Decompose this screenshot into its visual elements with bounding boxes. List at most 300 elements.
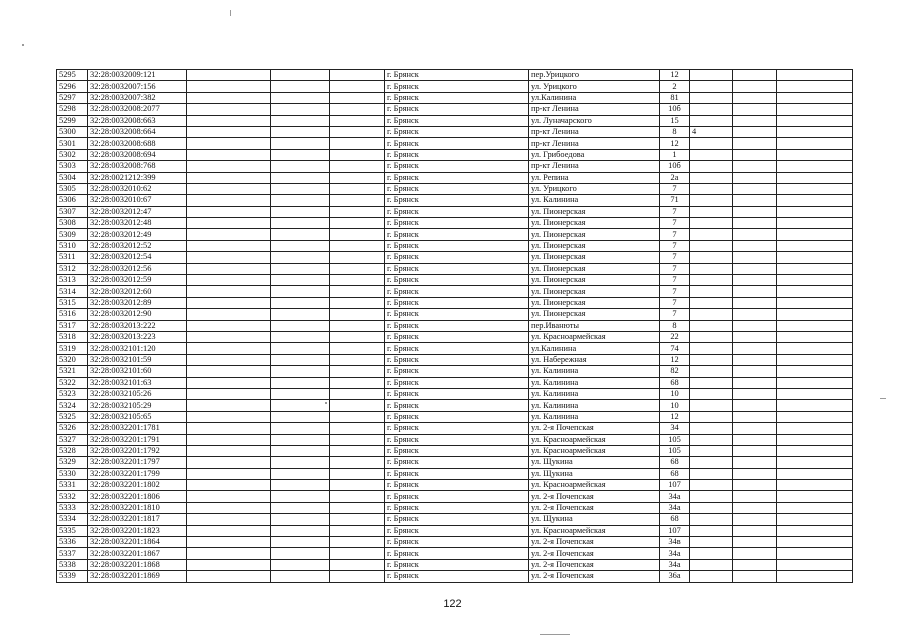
empty-cell — [187, 537, 271, 548]
apartment-cell — [690, 377, 733, 388]
city-cell: г. Брянск — [385, 206, 529, 217]
empty-cell — [271, 229, 330, 240]
house-number-cell: 34а — [660, 502, 690, 513]
empty-cell — [187, 411, 271, 422]
street-cell: ул. Калинина — [529, 366, 660, 377]
apartment-cell — [690, 354, 733, 365]
empty-cell — [777, 388, 853, 399]
house-number-cell: 12 — [660, 70, 690, 81]
empty-cell — [187, 126, 271, 137]
city-cell: г. Брянск — [385, 514, 529, 525]
empty-cell — [733, 309, 777, 320]
empty-cell — [777, 70, 853, 81]
street-cell: ул. Пионерская — [529, 240, 660, 251]
empty-cell — [777, 537, 853, 548]
apartment-cell — [690, 161, 733, 172]
street-cell: ул. Калинина — [529, 411, 660, 422]
empty-cell — [187, 423, 271, 434]
empty-cell — [271, 172, 330, 183]
empty-cell — [330, 514, 385, 525]
empty-cell — [777, 252, 853, 263]
city-cell: г. Брянск — [385, 491, 529, 502]
empty-cell — [330, 195, 385, 206]
empty-cell — [187, 149, 271, 160]
empty-cell — [733, 343, 777, 354]
empty-cell — [733, 354, 777, 365]
house-number-cell: 8 — [660, 320, 690, 331]
table-row — [57, 400, 853, 411]
apartment-cell — [690, 502, 733, 513]
city-cell: г. Брянск — [385, 411, 529, 422]
house-number-cell: 34а — [660, 559, 690, 570]
empty-cell — [187, 354, 271, 365]
street-cell: ул. 2-я Почепская — [529, 571, 660, 582]
row-number-cell: 5302 — [57, 149, 88, 160]
empty-cell — [330, 377, 385, 388]
house-number-cell: 10б — [660, 161, 690, 172]
empty-cell — [271, 400, 330, 411]
empty-cell — [330, 240, 385, 251]
empty-cell — [777, 548, 853, 559]
empty-cell — [777, 491, 853, 502]
empty-cell — [187, 172, 271, 183]
table-row — [57, 548, 853, 559]
table-row — [57, 491, 853, 502]
cadastral-number-cell: 32:28:0032008:664 — [88, 126, 187, 137]
house-number-cell: 12 — [660, 411, 690, 422]
table-row — [57, 434, 853, 445]
empty-cell — [777, 172, 853, 183]
row-number-cell: 5295 — [57, 70, 88, 81]
empty-cell — [271, 491, 330, 502]
street-cell: ул. Калинина — [529, 388, 660, 399]
empty-cell — [271, 514, 330, 525]
street-cell: ул. Пионерская — [529, 218, 660, 229]
empty-cell — [271, 331, 330, 342]
empty-cell — [777, 457, 853, 468]
empty-cell — [271, 354, 330, 365]
empty-cell — [733, 400, 777, 411]
row-number-cell: 5301 — [57, 138, 88, 149]
table-row — [57, 172, 853, 183]
empty-cell — [330, 457, 385, 468]
apartment-cell — [690, 81, 733, 92]
city-cell: г. Брянск — [385, 161, 529, 172]
street-cell: ул. 2-я Почепская — [529, 548, 660, 559]
city-cell: г. Брянск — [385, 297, 529, 308]
cadastral-number-cell: 32:28:0032201:1791 — [88, 434, 187, 445]
house-number-cell: 7 — [660, 275, 690, 286]
table-row — [57, 525, 853, 536]
empty-cell — [330, 138, 385, 149]
row-number-cell: 5300 — [57, 126, 88, 137]
empty-cell — [271, 502, 330, 513]
house-number-cell: 7 — [660, 229, 690, 240]
cadastral-number-cell: 32:28:0032201:1806 — [88, 491, 187, 502]
house-number-cell: 7 — [660, 252, 690, 263]
city-cell: г. Брянск — [385, 354, 529, 365]
empty-cell — [187, 263, 271, 274]
empty-cell — [777, 434, 853, 445]
empty-cell — [187, 229, 271, 240]
row-number-cell: 5297 — [57, 92, 88, 103]
empty-cell — [733, 297, 777, 308]
street-cell: ул. Урицкого — [529, 81, 660, 92]
empty-cell — [187, 252, 271, 263]
apartment-cell — [690, 559, 733, 570]
empty-cell — [187, 297, 271, 308]
street-cell: ул. Урицкого — [529, 183, 660, 194]
apartment-cell — [690, 275, 733, 286]
empty-cell — [733, 423, 777, 434]
city-cell: г. Брянск — [385, 400, 529, 411]
house-number-cell: 2а — [660, 172, 690, 183]
empty-cell — [733, 81, 777, 92]
table-row — [57, 195, 853, 206]
row-number-cell: 5337 — [57, 548, 88, 559]
apartment-cell — [690, 400, 733, 411]
city-cell: г. Брянск — [385, 434, 529, 445]
empty-cell — [777, 411, 853, 422]
empty-cell — [733, 172, 777, 183]
empty-cell — [777, 126, 853, 137]
apartment-cell — [690, 548, 733, 559]
apartment-cell — [690, 70, 733, 81]
empty-cell — [777, 366, 853, 377]
empty-cell — [777, 480, 853, 491]
apartment-cell — [690, 104, 733, 115]
city-cell: г. Брянск — [385, 104, 529, 115]
street-cell: ул. Калинина — [529, 195, 660, 206]
row-number-cell: 5321 — [57, 366, 88, 377]
empty-cell — [271, 115, 330, 126]
street-cell: ул. Пионерская — [529, 275, 660, 286]
row-number-cell: 5313 — [57, 275, 88, 286]
cadastral-number-cell: 32:28:0032201:1823 — [88, 525, 187, 536]
empty-cell — [271, 252, 330, 263]
street-cell: ул. Калинина — [529, 400, 660, 411]
cadastral-number-cell: 32:28:0032201:1869 — [88, 571, 187, 582]
row-number-cell: 5314 — [57, 286, 88, 297]
street-cell: ул. Пионерская — [529, 229, 660, 240]
row-number-cell: 5322 — [57, 377, 88, 388]
apartment-cell — [690, 240, 733, 251]
apartment-cell — [690, 423, 733, 434]
empty-cell — [271, 343, 330, 354]
empty-cell — [733, 377, 777, 388]
cadastral-number-cell: 32:28:0032012:52 — [88, 240, 187, 251]
table-row — [57, 480, 853, 491]
table-row — [57, 275, 853, 286]
cadastral-number-cell: 32:28:0032201:1799 — [88, 468, 187, 479]
street-cell: ул. Луначарского — [529, 115, 660, 126]
city-cell: г. Брянск — [385, 229, 529, 240]
property-registry-table — [56, 69, 853, 583]
table-row — [57, 331, 853, 342]
cadastral-number-cell: 32:28:0032101:120 — [88, 343, 187, 354]
cadastral-number-cell: 32:28:0032008:663 — [88, 115, 187, 126]
city-cell: г. Брянск — [385, 92, 529, 103]
empty-cell — [777, 104, 853, 115]
empty-cell — [330, 411, 385, 422]
house-number-cell: 34а — [660, 491, 690, 502]
empty-cell — [271, 92, 330, 103]
empty-cell — [187, 559, 271, 570]
city-cell: г. Брянск — [385, 240, 529, 251]
house-number-cell: 34а — [660, 548, 690, 559]
cadastral-number-cell: 32:28:0032008:768 — [88, 161, 187, 172]
apartment-cell — [690, 309, 733, 320]
empty-cell — [271, 297, 330, 308]
empty-cell — [330, 525, 385, 536]
street-cell: пр-кт Ленина — [529, 126, 660, 137]
empty-cell — [733, 218, 777, 229]
empty-cell — [187, 468, 271, 479]
apartment-cell — [690, 297, 733, 308]
empty-cell — [330, 491, 385, 502]
street-cell: ул. Красноармейская — [529, 445, 660, 456]
empty-cell — [733, 320, 777, 331]
row-number-cell: 5323 — [57, 388, 88, 399]
house-number-cell: 36а — [660, 571, 690, 582]
city-cell: г. Брянск — [385, 559, 529, 570]
empty-cell — [330, 320, 385, 331]
city-cell: г. Брянск — [385, 502, 529, 513]
cadastral-number-cell: 32:28:0032012:59 — [88, 275, 187, 286]
city-cell: г. Брянск — [385, 138, 529, 149]
city-cell: г. Брянск — [385, 537, 529, 548]
apartment-cell: 4 — [690, 126, 733, 137]
registry-body — [57, 70, 853, 583]
cadastral-number-cell: 32:28:0032013:223 — [88, 331, 187, 342]
table-row — [57, 218, 853, 229]
empty-cell — [330, 559, 385, 570]
empty-cell — [187, 286, 271, 297]
street-cell: ул. Репина — [529, 172, 660, 183]
cadastral-number-cell: 32:28:0032012:47 — [88, 206, 187, 217]
empty-cell — [330, 275, 385, 286]
empty-cell — [777, 559, 853, 570]
empty-cell — [271, 161, 330, 172]
row-number-cell: 5325 — [57, 411, 88, 422]
cadastral-number-cell: 32:28:0032201:1781 — [88, 423, 187, 434]
apartment-cell — [690, 480, 733, 491]
empty-cell — [187, 445, 271, 456]
apartment-cell — [690, 571, 733, 582]
apartment-cell — [690, 366, 733, 377]
house-number-cell: 107 — [660, 480, 690, 491]
table-row — [57, 115, 853, 126]
row-number-cell: 5299 — [57, 115, 88, 126]
row-number-cell: 5331 — [57, 480, 88, 491]
apartment-cell — [690, 491, 733, 502]
street-cell: ул. 2-я Почепская — [529, 491, 660, 502]
empty-cell — [271, 525, 330, 536]
apartment-cell — [690, 252, 733, 263]
house-number-cell: 2 — [660, 81, 690, 92]
apartment-cell — [690, 286, 733, 297]
row-number-cell: 5296 — [57, 81, 88, 92]
empty-cell — [271, 183, 330, 194]
empty-cell — [733, 480, 777, 491]
empty-cell — [733, 206, 777, 217]
cadastral-number-cell: 32:28:0032012:54 — [88, 252, 187, 263]
empty-cell — [777, 514, 853, 525]
house-number-cell: 12 — [660, 354, 690, 365]
street-cell: пер.Урицкого — [529, 70, 660, 81]
empty-cell — [330, 218, 385, 229]
street-cell: пер.Иванюты — [529, 320, 660, 331]
empty-cell — [187, 502, 271, 513]
empty-cell — [187, 388, 271, 399]
apartment-cell — [690, 320, 733, 331]
cadastral-number-cell: 32:28:0032201:1792 — [88, 445, 187, 456]
empty-cell — [187, 183, 271, 194]
city-cell: г. Брянск — [385, 388, 529, 399]
empty-cell — [187, 525, 271, 536]
empty-cell — [330, 331, 385, 342]
empty-cell — [271, 195, 330, 206]
street-cell: ул. Калинина — [529, 377, 660, 388]
row-number-cell: 5319 — [57, 343, 88, 354]
city-cell: г. Брянск — [385, 343, 529, 354]
cadastral-number-cell: 32:28:0032012:56 — [88, 263, 187, 274]
empty-cell — [330, 548, 385, 559]
empty-cell — [330, 537, 385, 548]
empty-cell — [271, 468, 330, 479]
empty-cell — [777, 275, 853, 286]
cadastral-number-cell: 32:28:0032201:1868 — [88, 559, 187, 570]
empty-cell — [271, 480, 330, 491]
house-number-cell: 7 — [660, 218, 690, 229]
apartment-cell — [690, 183, 733, 194]
apartment-cell — [690, 263, 733, 274]
city-cell: г. Брянск — [385, 309, 529, 320]
apartment-cell — [690, 138, 733, 149]
city-cell: г. Брянск — [385, 183, 529, 194]
table-row — [57, 502, 853, 513]
empty-cell — [777, 240, 853, 251]
empty-cell — [733, 104, 777, 115]
city-cell: г. Брянск — [385, 126, 529, 137]
empty-cell — [330, 104, 385, 115]
empty-cell — [733, 161, 777, 172]
empty-cell — [271, 559, 330, 570]
empty-cell — [733, 434, 777, 445]
empty-cell — [187, 195, 271, 206]
apartment-cell — [690, 537, 733, 548]
table-row — [57, 423, 853, 434]
row-number-cell: 5335 — [57, 525, 88, 536]
row-number-cell: 5305 — [57, 183, 88, 194]
street-cell: ул. 2-я Почепская — [529, 502, 660, 513]
cadastral-number-cell: 32:28:0032008:688 — [88, 138, 187, 149]
table-row — [57, 183, 853, 194]
empty-cell — [777, 297, 853, 308]
empty-cell — [777, 423, 853, 434]
empty-cell — [187, 275, 271, 286]
empty-cell — [777, 218, 853, 229]
house-number-cell: 105 — [660, 445, 690, 456]
empty-cell — [187, 115, 271, 126]
table-row — [57, 537, 853, 548]
house-number-cell: 34 — [660, 423, 690, 434]
empty-cell — [777, 286, 853, 297]
empty-cell — [777, 309, 853, 320]
house-number-cell: 22 — [660, 331, 690, 342]
empty-cell — [733, 126, 777, 137]
empty-cell — [330, 366, 385, 377]
empty-cell — [271, 138, 330, 149]
apartment-cell — [690, 331, 733, 342]
empty-cell — [271, 445, 330, 456]
cadastral-number-cell: 32:28:0032012:90 — [88, 309, 187, 320]
house-number-cell: 7 — [660, 309, 690, 320]
empty-cell — [271, 388, 330, 399]
row-number-cell: 5308 — [57, 218, 88, 229]
empty-cell — [330, 161, 385, 172]
empty-cell — [187, 571, 271, 582]
table-row — [57, 457, 853, 468]
cadastral-number-cell: 32:28:0032012:48 — [88, 218, 187, 229]
cadastral-number-cell: 32:28:0032101:60 — [88, 366, 187, 377]
cadastral-number-cell: 32:28:0032201:1864 — [88, 537, 187, 548]
cadastral-number-cell: 32:28:0032007:382 — [88, 92, 187, 103]
street-cell: ул. Пионерская — [529, 263, 660, 274]
row-number-cell: 5307 — [57, 206, 88, 217]
empty-cell — [187, 377, 271, 388]
empty-cell — [271, 457, 330, 468]
house-number-cell: 15 — [660, 115, 690, 126]
apartment-cell — [690, 343, 733, 354]
row-number-cell: 5339 — [57, 571, 88, 582]
city-cell: г. Брянск — [385, 172, 529, 183]
row-number-cell: 5318 — [57, 331, 88, 342]
empty-cell — [271, 537, 330, 548]
table-row — [57, 263, 853, 274]
city-cell: г. Брянск — [385, 366, 529, 377]
table-row — [57, 445, 853, 456]
city-cell: г. Брянск — [385, 252, 529, 263]
table-row — [57, 92, 853, 103]
empty-cell — [777, 81, 853, 92]
empty-cell — [733, 240, 777, 251]
empty-cell — [733, 275, 777, 286]
street-cell: ул. Щукина — [529, 468, 660, 479]
empty-cell — [777, 502, 853, 513]
city-cell: г. Брянск — [385, 275, 529, 286]
empty-cell — [187, 331, 271, 342]
apartment-cell — [690, 388, 733, 399]
house-number-cell: 68 — [660, 514, 690, 525]
cadastral-number-cell: 32:28:0032101:59 — [88, 354, 187, 365]
empty-cell — [330, 480, 385, 491]
empty-cell — [733, 286, 777, 297]
house-number-cell: 107 — [660, 525, 690, 536]
empty-cell — [187, 70, 271, 81]
row-number-cell: 5326 — [57, 423, 88, 434]
table-row — [57, 104, 853, 115]
row-number-cell: 5320 — [57, 354, 88, 365]
empty-cell — [777, 183, 853, 194]
cadastral-number-cell: 32:28:0032201:1817 — [88, 514, 187, 525]
empty-cell — [330, 92, 385, 103]
house-number-cell: 74 — [660, 343, 690, 354]
table-row — [57, 514, 853, 525]
empty-cell — [733, 411, 777, 422]
row-number-cell: 5316 — [57, 309, 88, 320]
house-number-cell: 7 — [660, 263, 690, 274]
